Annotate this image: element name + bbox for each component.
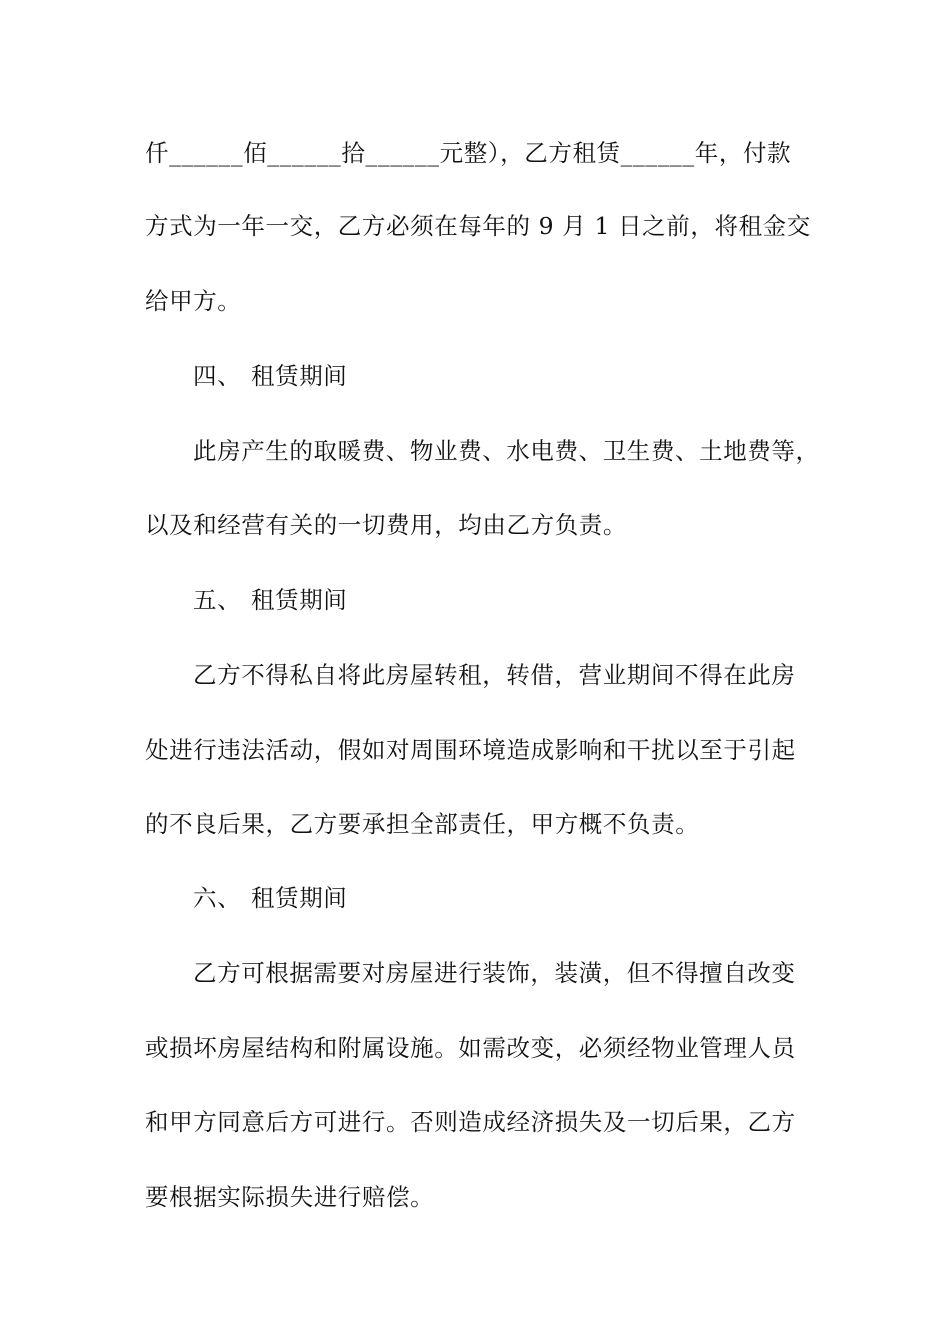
paragraph-line: 处进行违法活动，假如对周围环境造成影响和干扰以至于引起 (145, 736, 796, 764)
section-title: 租赁期间 (251, 362, 348, 390)
section-title: 租赁期间 (251, 884, 348, 912)
section-number: 五、 (193, 586, 242, 614)
section-heading-four (193, 361, 863, 391)
section-title: 租赁期间 (251, 586, 348, 614)
paragraph-line: 此房产生的取暖费、物业费、水电费、卫生费、土地费等， (193, 437, 820, 465)
section-number: 四、 (193, 362, 242, 390)
section-heading-six (193, 883, 863, 913)
section-number: 六、 (193, 884, 242, 912)
paragraph-line: 和甲方同意后方可进行。否则造成经济损失及一切后果，乙方 (145, 1108, 796, 1136)
section-heading-five (193, 585, 863, 615)
paragraph-line: 的不良后果，乙方要承担全部责任，甲方概不负责。 (145, 810, 700, 838)
paragraph-line: 给甲方。 (145, 287, 242, 315)
paragraph-line: 方式为一年一交，乙方必须在每年的 9 月 1 日之前，将租金交 (145, 212, 811, 240)
paragraph-line: 要根据实际损失进行赔偿。 (145, 1183, 435, 1211)
paragraph-line: 以及和经营有关的一切费用，均由乙方负责。 (145, 511, 627, 539)
paragraph-line: 乙方可根据需要对房屋进行装饰，装潢，但不得擅自改变 (193, 959, 796, 987)
paragraph-line: 或损坏房屋结构和附属设施。如需改变，必须经物业管理人员 (145, 1034, 796, 1062)
paragraph-line: 仟______佰______拾______元整），乙方租赁______年，付款 (145, 139, 792, 167)
paragraph-line: 乙方不得私自将此房屋转租，转借，营业期间不得在此房 (193, 661, 796, 689)
